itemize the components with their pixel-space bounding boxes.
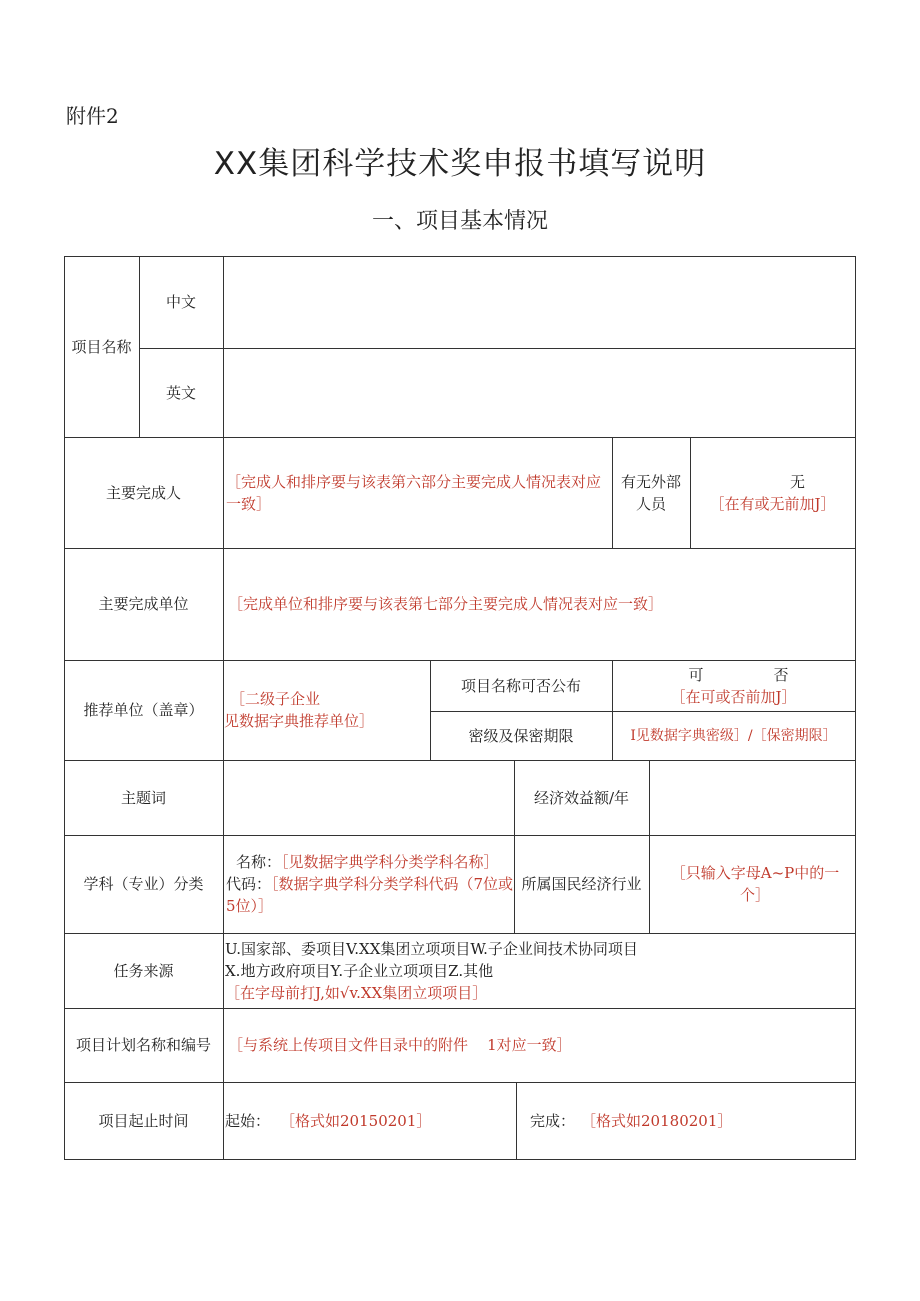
- subject-label: 学科（专业）分类: [83, 875, 204, 893]
- period-end-prefix: 完成：: [530, 1111, 576, 1130]
- project-name-label: 项目名称: [71, 338, 132, 356]
- period-end-note: ［格式如20180201］: [581, 1111, 733, 1130]
- section-title: 一、项目基本情况: [371, 209, 548, 234]
- project-name-en-field[interactable]: [224, 349, 854, 436]
- main-unit-label: 主要完成单位: [98, 595, 189, 613]
- industry-label: 所属国民经济行业: [521, 875, 642, 893]
- project-name-en-label: 英文: [165, 383, 196, 402]
- economic-benefit-label: 经济效益额/年: [533, 788, 630, 807]
- external-personnel-note: ［在有或无前加J］: [709, 494, 836, 513]
- plan-label: 项目计划名称和编号: [75, 1036, 211, 1054]
- period-start-note: ［格式如20150201］: [280, 1111, 432, 1130]
- task-source-label: 任务来源: [113, 961, 174, 980]
- secret-level-note[interactable]: I见数据字典密级］/［保密期限］: [630, 727, 837, 744]
- period-start-cell[interactable]: [225, 1082, 515, 1159]
- subject-code-prefix: 代码：: [226, 875, 272, 893]
- period-end-cell[interactable]: [530, 1082, 854, 1159]
- secret-level-label: 密级及保密期限: [468, 726, 574, 745]
- period-start-prefix: 起始：: [225, 1111, 271, 1130]
- main-unit-note[interactable]: ［完成单位和排序要与该表第七部分主要完成人情况表对应一致］: [228, 595, 664, 613]
- plan-note[interactable]: ［与系统上传项目文件目录中的附件 1对应一致］: [228, 1036, 572, 1054]
- project-name-cn-label: 中文: [165, 293, 196, 311]
- economic-benefit-field[interactable]: [650, 761, 854, 834]
- external-personnel-label: 有无外部人员: [620, 472, 681, 513]
- annex-label: 附件2: [66, 104, 119, 128]
- recommend-unit-note-2: 见数据字典推荐单位］: [224, 712, 375, 730]
- keywords-field[interactable]: [224, 761, 513, 834]
- period-label: 项目起止时间: [98, 1111, 189, 1130]
- recommend-unit-cell[interactable]: [224, 660, 430, 760]
- name-public-cell[interactable]: [612, 660, 855, 711]
- document-title: XX集团科学技术奖申报书填写说明: [213, 146, 707, 182]
- task-source-options-2: X.地方政府项目Y.子企业立项项目Z.其他: [225, 961, 494, 980]
- name-public-note: ［在可或否前加J］: [670, 687, 797, 706]
- recommend-unit-label: 推荐单位（盖章）: [83, 701, 204, 719]
- recommend-unit-note-1: ［二级子企业: [230, 690, 321, 708]
- external-personnel-value: 无: [789, 472, 805, 491]
- keywords-label: 主题词: [120, 788, 166, 807]
- public-yes-option[interactable]: 可: [688, 665, 704, 684]
- subject-name-prefix: 名称：: [236, 853, 282, 871]
- external-personnel-cell[interactable]: [690, 437, 855, 548]
- main-person-label: 主要完成人: [105, 483, 181, 502]
- task-source-cell[interactable]: [225, 933, 853, 1008]
- subject-code-note: ［数据字典学科分类学科代码（7位或5位）］: [226, 875, 514, 915]
- main-person-note[interactable]: ［完成人和排序要与该表第六部分主要完成人情况表对应一致］: [226, 472, 602, 513]
- task-source-note: ［在字母前打J,如√v.XX集团立项项目］: [225, 983, 488, 1002]
- industry-note[interactable]: ［只输入字母A~P中的一个］: [670, 864, 840, 904]
- public-no-option[interactable]: 否: [773, 665, 789, 684]
- name-public-label: 项目名称可否公布: [460, 676, 581, 695]
- subject-name-note: ［见数据字典学科分类学科名称］: [281, 853, 499, 871]
- project-name-cn-field[interactable]: [224, 257, 854, 347]
- subject-cell[interactable]: [224, 835, 514, 933]
- task-source-options-1: U.国家部、委项目V.XX集团立项项目W.子企业间技术协同项目: [225, 939, 638, 958]
